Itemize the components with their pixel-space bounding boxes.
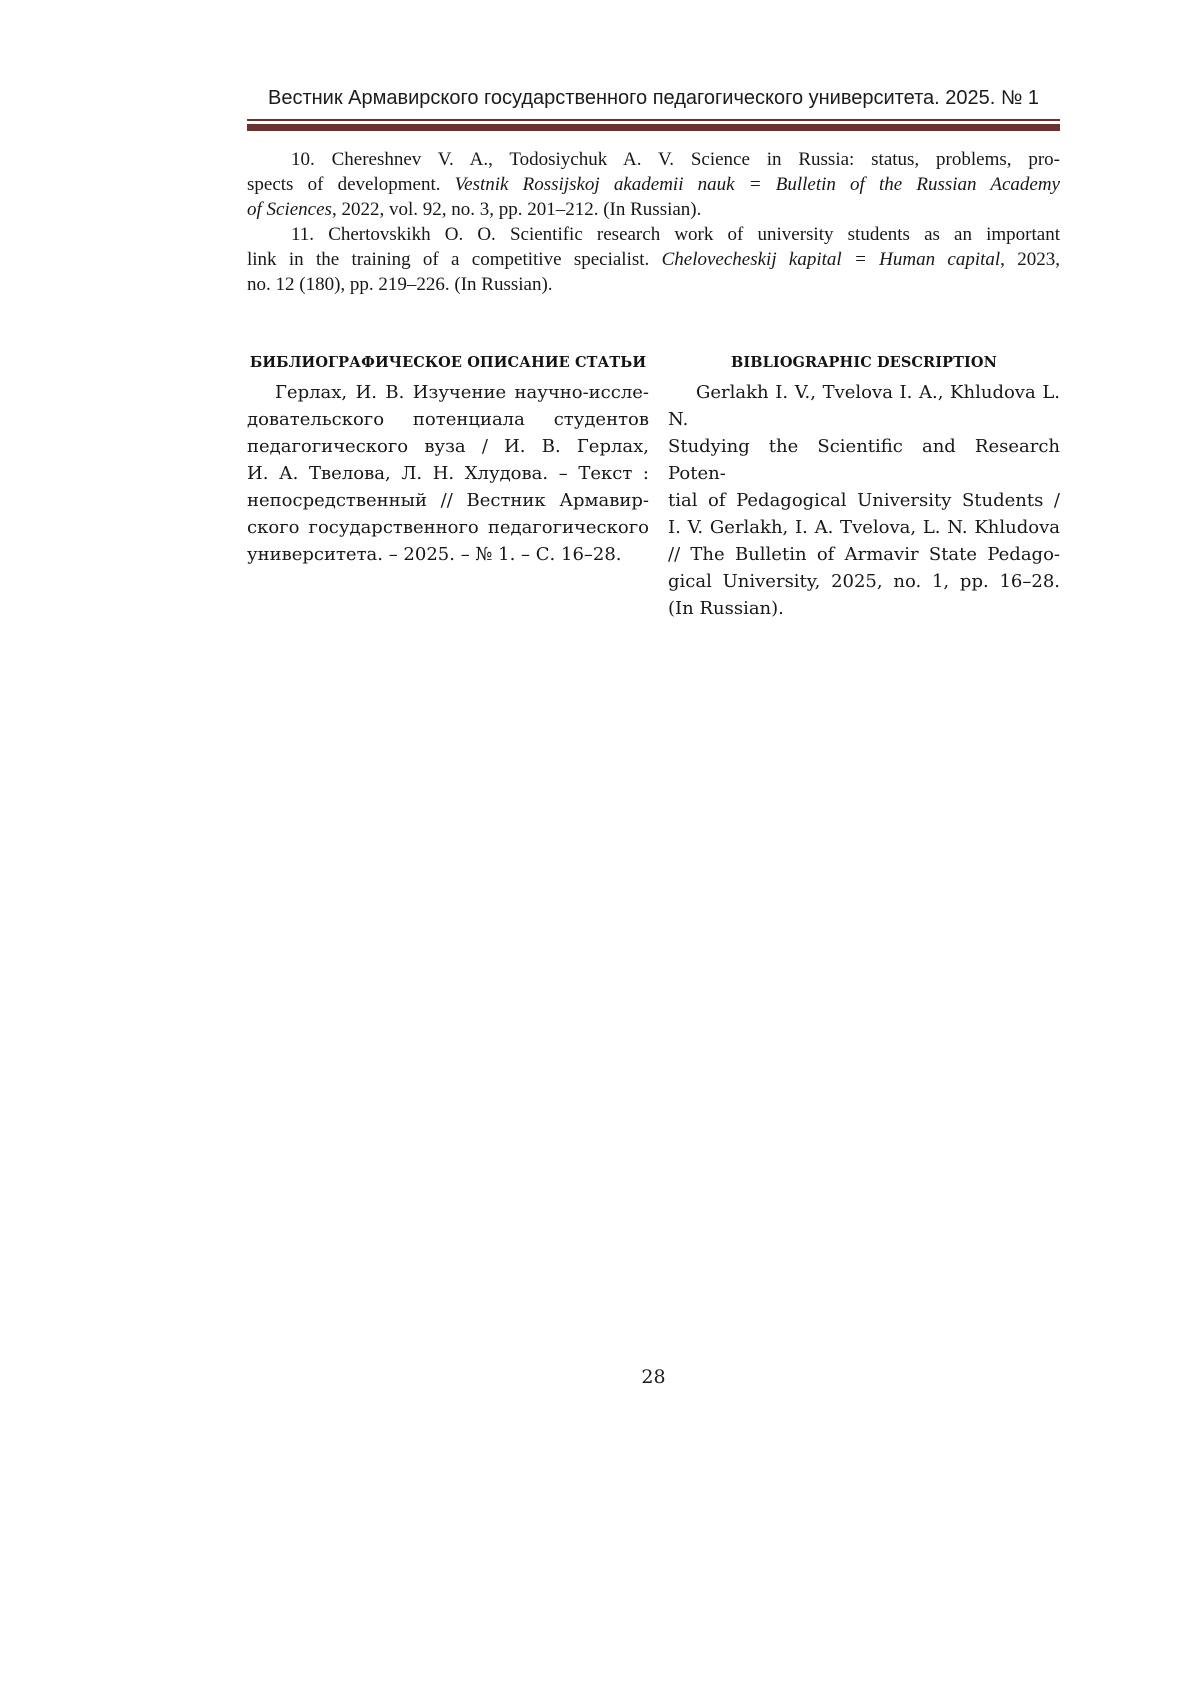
text-line: 11. Chertovskikh O. O. Scientific research work of university students as an important (291, 224, 1060, 245)
text-line: непосредственный // Вестник Армавир- (247, 490, 649, 511)
biblio-heading-english: BIBLIOGRAPHIC DESCRIPTION (731, 354, 997, 371)
text-line: tial of Pedagogical University Students / (668, 490, 1060, 511)
biblio-heading-russian: БИБЛИОГРАФИЧЕСКОЕ ОПИСАНИЕ СТАТЬИ (249, 354, 647, 371)
header-rule-thick (247, 124, 1060, 131)
text-line: 10. Chereshnev V. A., Todosiychuk A. V. Science in Russia: status, problems, pro- (291, 149, 1060, 170)
text-line: gical University, 2025, no. 1, pp. 16–28. (668, 571, 1060, 592)
reference-item-11 (247, 222, 1060, 297)
text-line: Studying the Scientific and Research Poten- (668, 436, 1060, 484)
running-header (247, 86, 1060, 131)
text-line: довательского потенциала студентов (247, 409, 649, 430)
text-line: педагогического вуза / И. В. Герлах, (247, 436, 649, 457)
biblio-column-russian (247, 354, 649, 622)
text-line: of Sciences, 2022, vol. 92, no. 3, pp. 201–212. (In Russian). (247, 199, 702, 220)
header-rule-thin (247, 119, 1060, 121)
text-line: университета. – 2025. – № 1. – С. 16–28. (247, 544, 622, 565)
references-list (247, 147, 1060, 297)
biblio-text-russian (247, 379, 649, 568)
text-line: spects of development. Vestnik Rossijskoj akademii nauk = Bulletin of the Russian Academy (247, 174, 1060, 195)
journal-title: Вестник Армавирского государственного педагогического университета. 2025. № 1 (268, 87, 1039, 109)
text-line: И. А. Твелова, Л. Н. Хлудова. – Текст : (247, 463, 649, 484)
biblio-column-english (668, 354, 1060, 622)
text-line: Герлах, И. В. Изучение научно-иссле- (275, 382, 649, 403)
text-line: (In Russian). (668, 598, 784, 619)
text-line: I. V. Gerlakh, I. A. Tvelova, L. N. Khludova (668, 517, 1060, 538)
text-line: no. 12 (180), pp. 219–226. (In Russian). (247, 274, 553, 295)
text-line: link in the training of a competitive specialist. Chelovecheskij kapital = Human capital, 2023, (247, 249, 1060, 270)
text-line: // The Bulletin of Armavir State Pedago- (668, 544, 1060, 565)
text-line: ского государственного педагогического (247, 517, 649, 538)
reference-item-10 (247, 147, 1060, 222)
page-number: 28 (641, 1366, 666, 1388)
biblio-text-english (668, 379, 1060, 622)
bibliographic-description-section (247, 354, 1060, 622)
text-line: Gerlakh I. V., Tvelova I. A., Khludova L. N. (668, 382, 1060, 430)
